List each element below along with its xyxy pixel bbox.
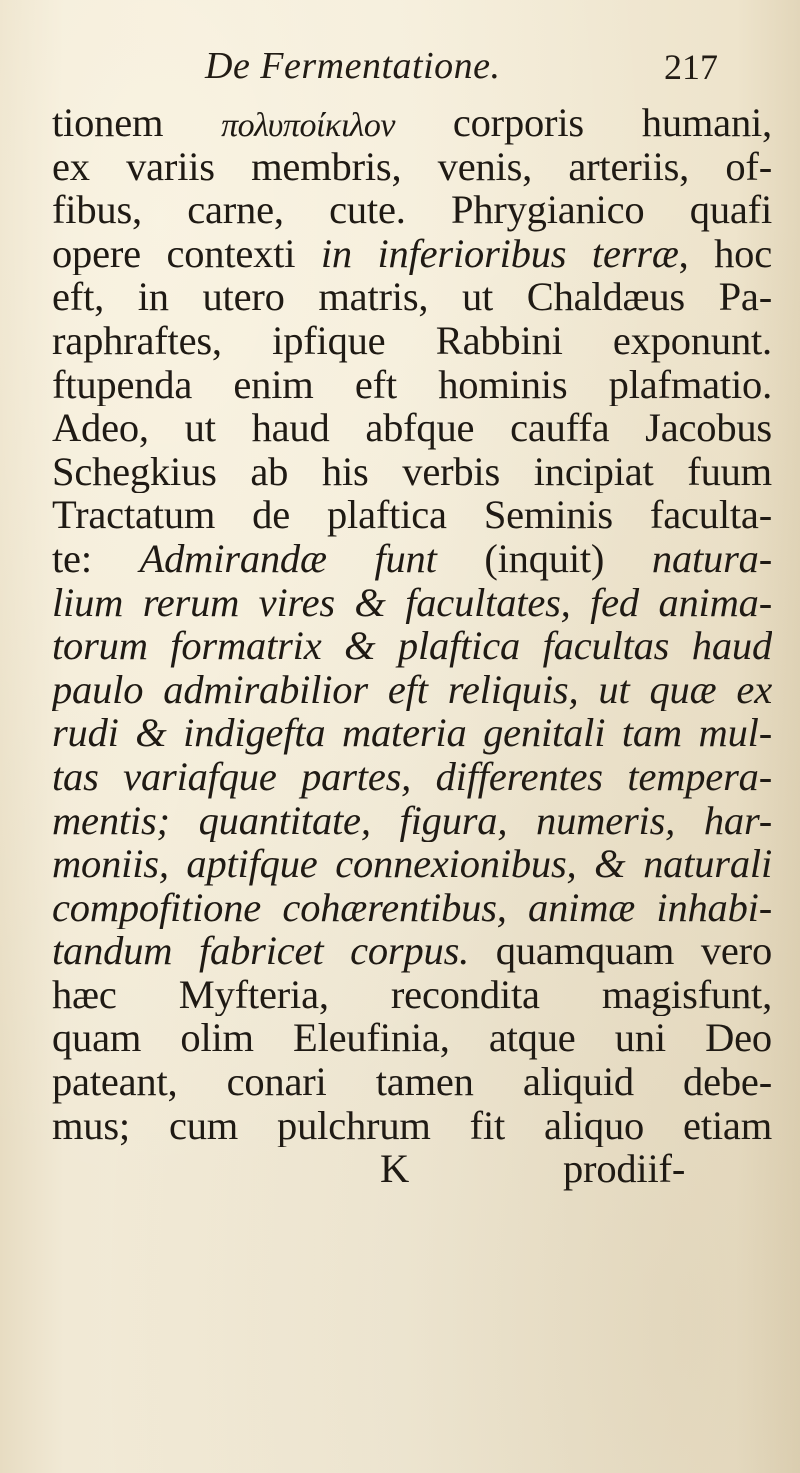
italic-segment: compofitione cohærentibus, animæ inhabi- xyxy=(52,885,772,930)
italic-segment: in inferioribus terræ xyxy=(320,231,679,276)
italic-segment: moniis, aptifque connexionibus, & naturali xyxy=(52,842,772,886)
italic-segment: torum formatrix & plaftica facultas haud xyxy=(52,624,772,668)
text-line xyxy=(52,188,772,232)
italic-segment: natura- xyxy=(651,536,772,581)
text-line xyxy=(52,493,772,537)
text-line xyxy=(52,668,772,712)
text-line xyxy=(52,755,772,799)
italic-segment: lium rerum vires & facultates, fed anima- xyxy=(52,580,772,625)
roman-segment: opere contexti xyxy=(52,231,321,276)
text-line xyxy=(52,886,772,930)
roman-segment: Tractatum de plaftica Seminis faculta- xyxy=(52,493,772,537)
roman-segment: tionem xyxy=(52,101,222,145)
roman-segment: pateant, conari tamen aliquid debe- xyxy=(52,1060,772,1104)
text-line xyxy=(52,450,772,494)
italic-segment: Admirandæ funt xyxy=(139,536,437,581)
text-line xyxy=(52,581,772,625)
roman-segment: corporis humani, xyxy=(394,101,772,145)
text-line xyxy=(52,842,772,886)
running-head: De Fermentatione. xyxy=(205,45,501,87)
text-line xyxy=(52,973,772,1017)
italic-segment: tandum fabricet corpus. xyxy=(52,929,470,973)
italic-segment: paulo admirabilior eft reliquis, ut quæ ex xyxy=(52,667,772,712)
text-line xyxy=(52,275,772,319)
italic-segment: tas variafque partes, differentes tempera- xyxy=(52,754,772,799)
italic-segment: mentis; quantitate, figura, numeris, har- xyxy=(52,798,772,843)
text-line xyxy=(52,1016,772,1060)
roman-segment: quam olim Eleufinia, atque uni Deo xyxy=(52,1016,772,1061)
body-text xyxy=(52,101,772,1147)
page-number: 217 xyxy=(664,47,718,87)
text-line xyxy=(52,363,772,407)
roman-segment: , hoc xyxy=(678,231,772,276)
text-line xyxy=(52,1060,772,1104)
text-line xyxy=(52,624,772,668)
text-line xyxy=(52,145,772,189)
roman-segment: quamquam vero xyxy=(469,929,772,973)
roman-segment: Schegkius ab his verbis incipiat fuum xyxy=(52,449,772,494)
roman-segment: mus; cum pulchrum fit aliquo etiam xyxy=(52,1103,772,1148)
text-line xyxy=(52,406,772,450)
roman-segment: ex variis membris, venis, arteriis, of- xyxy=(52,144,772,189)
roman-segment: ftupenda enim eft hominis plafmatio. xyxy=(52,362,772,407)
signature-mark: K xyxy=(380,1147,410,1191)
roman-segment: (inquit) xyxy=(436,536,652,581)
roman-segment: Adeo, ut haud abfque cauffa Jacobus xyxy=(52,406,772,450)
roman-segment: hæc Myfteria, recondita magisfunt, xyxy=(52,972,772,1017)
text-line xyxy=(52,537,772,581)
italic-segment: rudi & indigefta materia genitali tam mul- xyxy=(52,711,772,755)
page-header xyxy=(0,40,800,96)
greek-segment: πολυποίκιλον xyxy=(221,107,395,144)
text-line xyxy=(52,711,772,755)
catchword: prodiif- xyxy=(563,1147,686,1191)
text-line xyxy=(52,319,772,363)
roman-segment: te: xyxy=(52,536,140,581)
text-line xyxy=(52,232,772,276)
text-line xyxy=(52,929,772,973)
roman-segment: raphraftes, ipfique Rabbini exponunt. xyxy=(52,318,772,363)
roman-segment: fibus, carne, cute. Phrygianico quafi xyxy=(52,188,772,232)
roman-segment: eft, in utero matris, ut Chaldæus Pa- xyxy=(52,275,772,319)
text-line xyxy=(52,799,772,843)
text-line xyxy=(52,1104,772,1148)
text-line xyxy=(52,101,772,145)
